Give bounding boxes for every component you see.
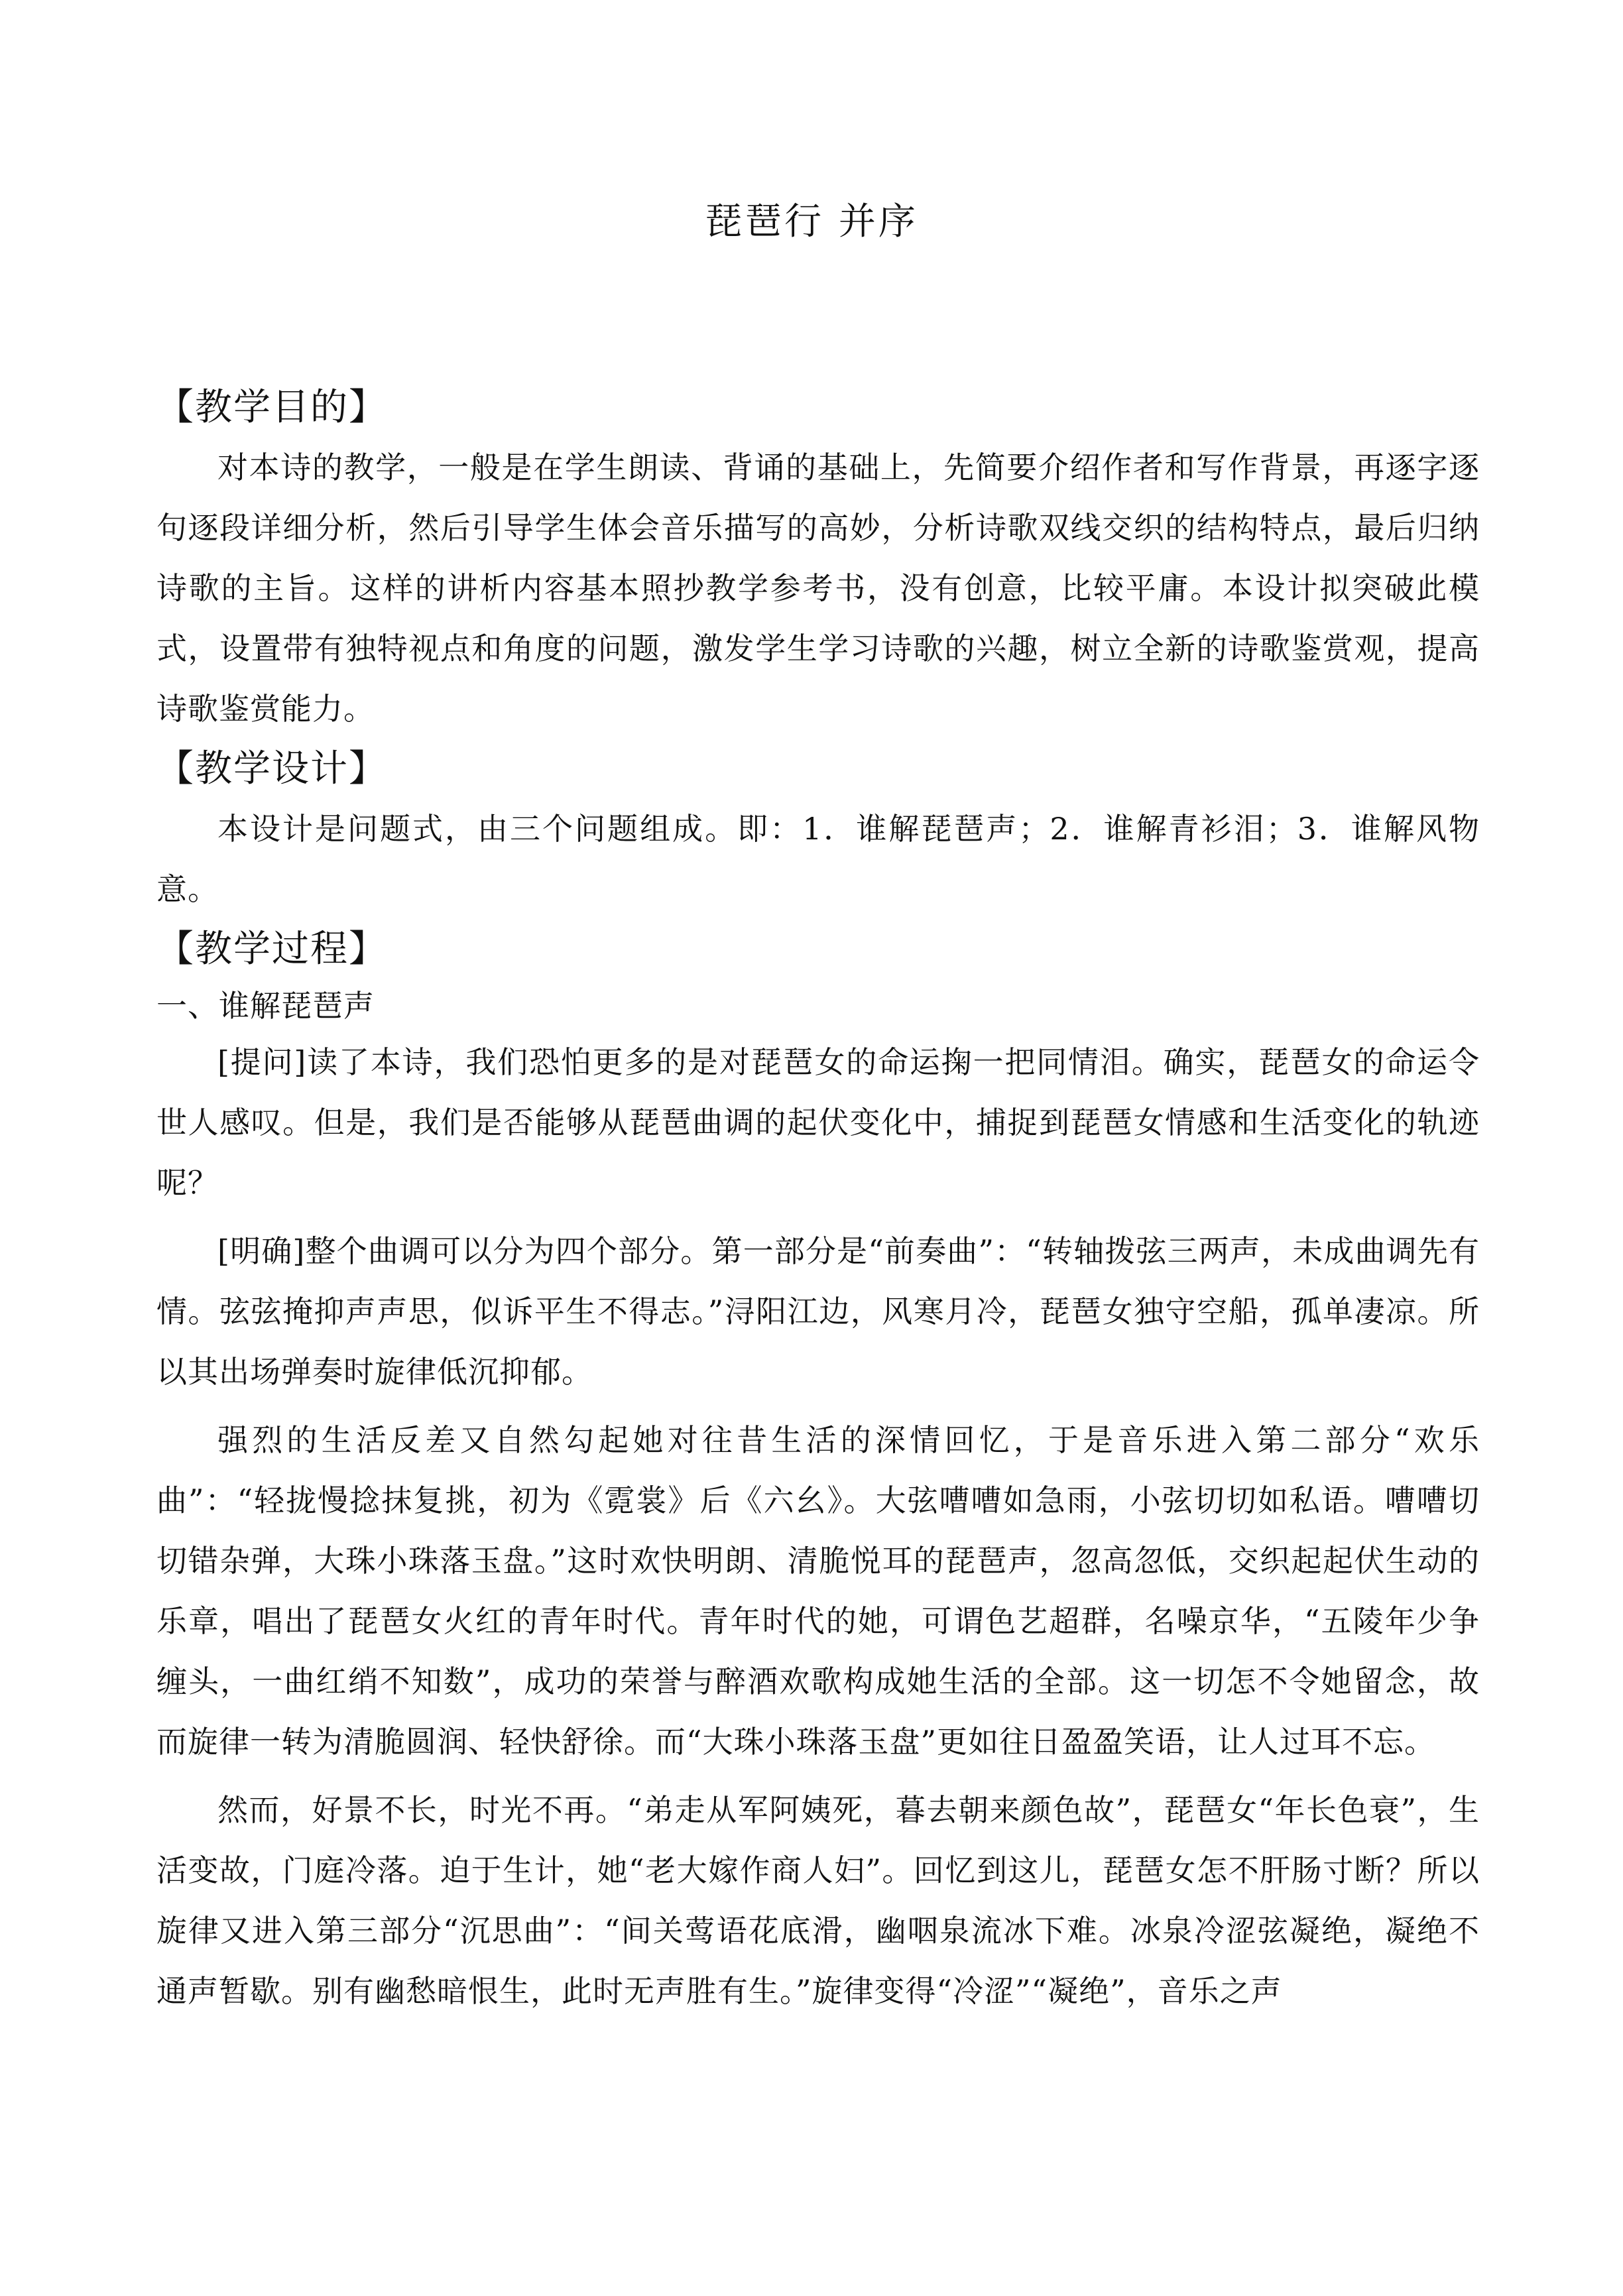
objective-heading: 【教学目的】 [156, 386, 387, 429]
process-subheading: 一、谁解琵琶声 [156, 988, 375, 1024]
document-title: 琵琶行 并序 [705, 200, 918, 243]
objective-paragraph: 对本诗的教学，一般是在学生朗读、背诵的基础上，先简要介绍作者和写作背景，再逐字逐句逐段详细分析，然后引导学生体会音乐描写的高妙，分析诗歌双线交织的结构特点，最后归纳诗歌的主旨。这样的讲析内容基本照抄教学参考书，没有创意，比较平庸。本设计拟突破此模式，设置带有独特视点和角度的问题，激发学生学习诗歌的兴趣，树立全新的诗歌鉴赏观，提高诗歌鉴赏能力。 [156, 450, 1480, 727]
design-paragraph: 本设计是问题式，由三个问题组成。即：1．谁解琵琶声；2．谁解青衫泪；3．谁解风物意。 [156, 811, 1480, 907]
process-paragraph: [明确]整个曲调可以分为四个部分。第一部分是“前奏曲”：“转轴拨弦三两声，未成曲调先有情。弦弦掩抑声声思，似诉平生不得志。”浔阳江边，风寒月冷，琵琶女独守空船，孤单凄凉。所以其出场弹奏时旋律低沉抑郁。 [156, 1233, 1480, 1390]
process-heading: 【教学过程】 [156, 928, 387, 971]
process-paragraph: 强烈的生活反差又自然勾起她对往昔生活的深情回忆，于是音乐进入第二部分“欢乐曲”：“轻拢慢捻抹复挑，初为《霓裳》后《六幺》。大弦嘈嘈如急雨，小弦切切如私语。嘈嘈切切错杂弹，大珠小珠落玉盘。”这时欢快明朗、清脆悦耳的琵琶声，忽高忽低，交织起起伏生动的乐章，唱出了琵琶女火红的青年时代。青年时代的她，可谓色艺超群，名噪京华，“五陵年少争缠头，一曲红绡不知数”，成功的荣誉与醉酒欢歌构成她生活的全部。这一切怎不令她留念，故而旋律一转为清脆圆润、轻快舒徐。而“大珠小珠落玉盘”更如往日盈盈笑语，让人过耳不忘。 [156, 1422, 1480, 1760]
design-heading: 【教学设计】 [156, 747, 387, 790]
document-body [156, 378, 1480, 2022]
process-paragraph: 然而，好景不长，时光不再。“弟走从军阿姨死，暮去朝来颜色故”，琵琶女“年长色衰”，生活变故，门庭冷落。迫于生计，她“老大嫁作商人妇”。回忆到这儿，琵琶女怎不肝肠寸断？所以旋律又进入第三部分“沉思曲”：“间关莺语花底滑，幽咽泉流冰下难。冰泉冷涩弦凝绝，凝绝不通声暂歇。别有幽愁暗恨生，此时无声胜有生。”旋律变得“冷涩”“凝绝”，音乐之声 [156, 1792, 1480, 2009]
process-paragraph: [提问]读了本诗，我们恐怕更多的是对琵琶女的命运掬一把同情泪。确实，琵琶女的命运令世人感叹。但是，我们是否能够从琵琶曲调的起伏变化中，捕捉到琵琶女情感和生活变化的轨迹呢？ [156, 1044, 1480, 1201]
